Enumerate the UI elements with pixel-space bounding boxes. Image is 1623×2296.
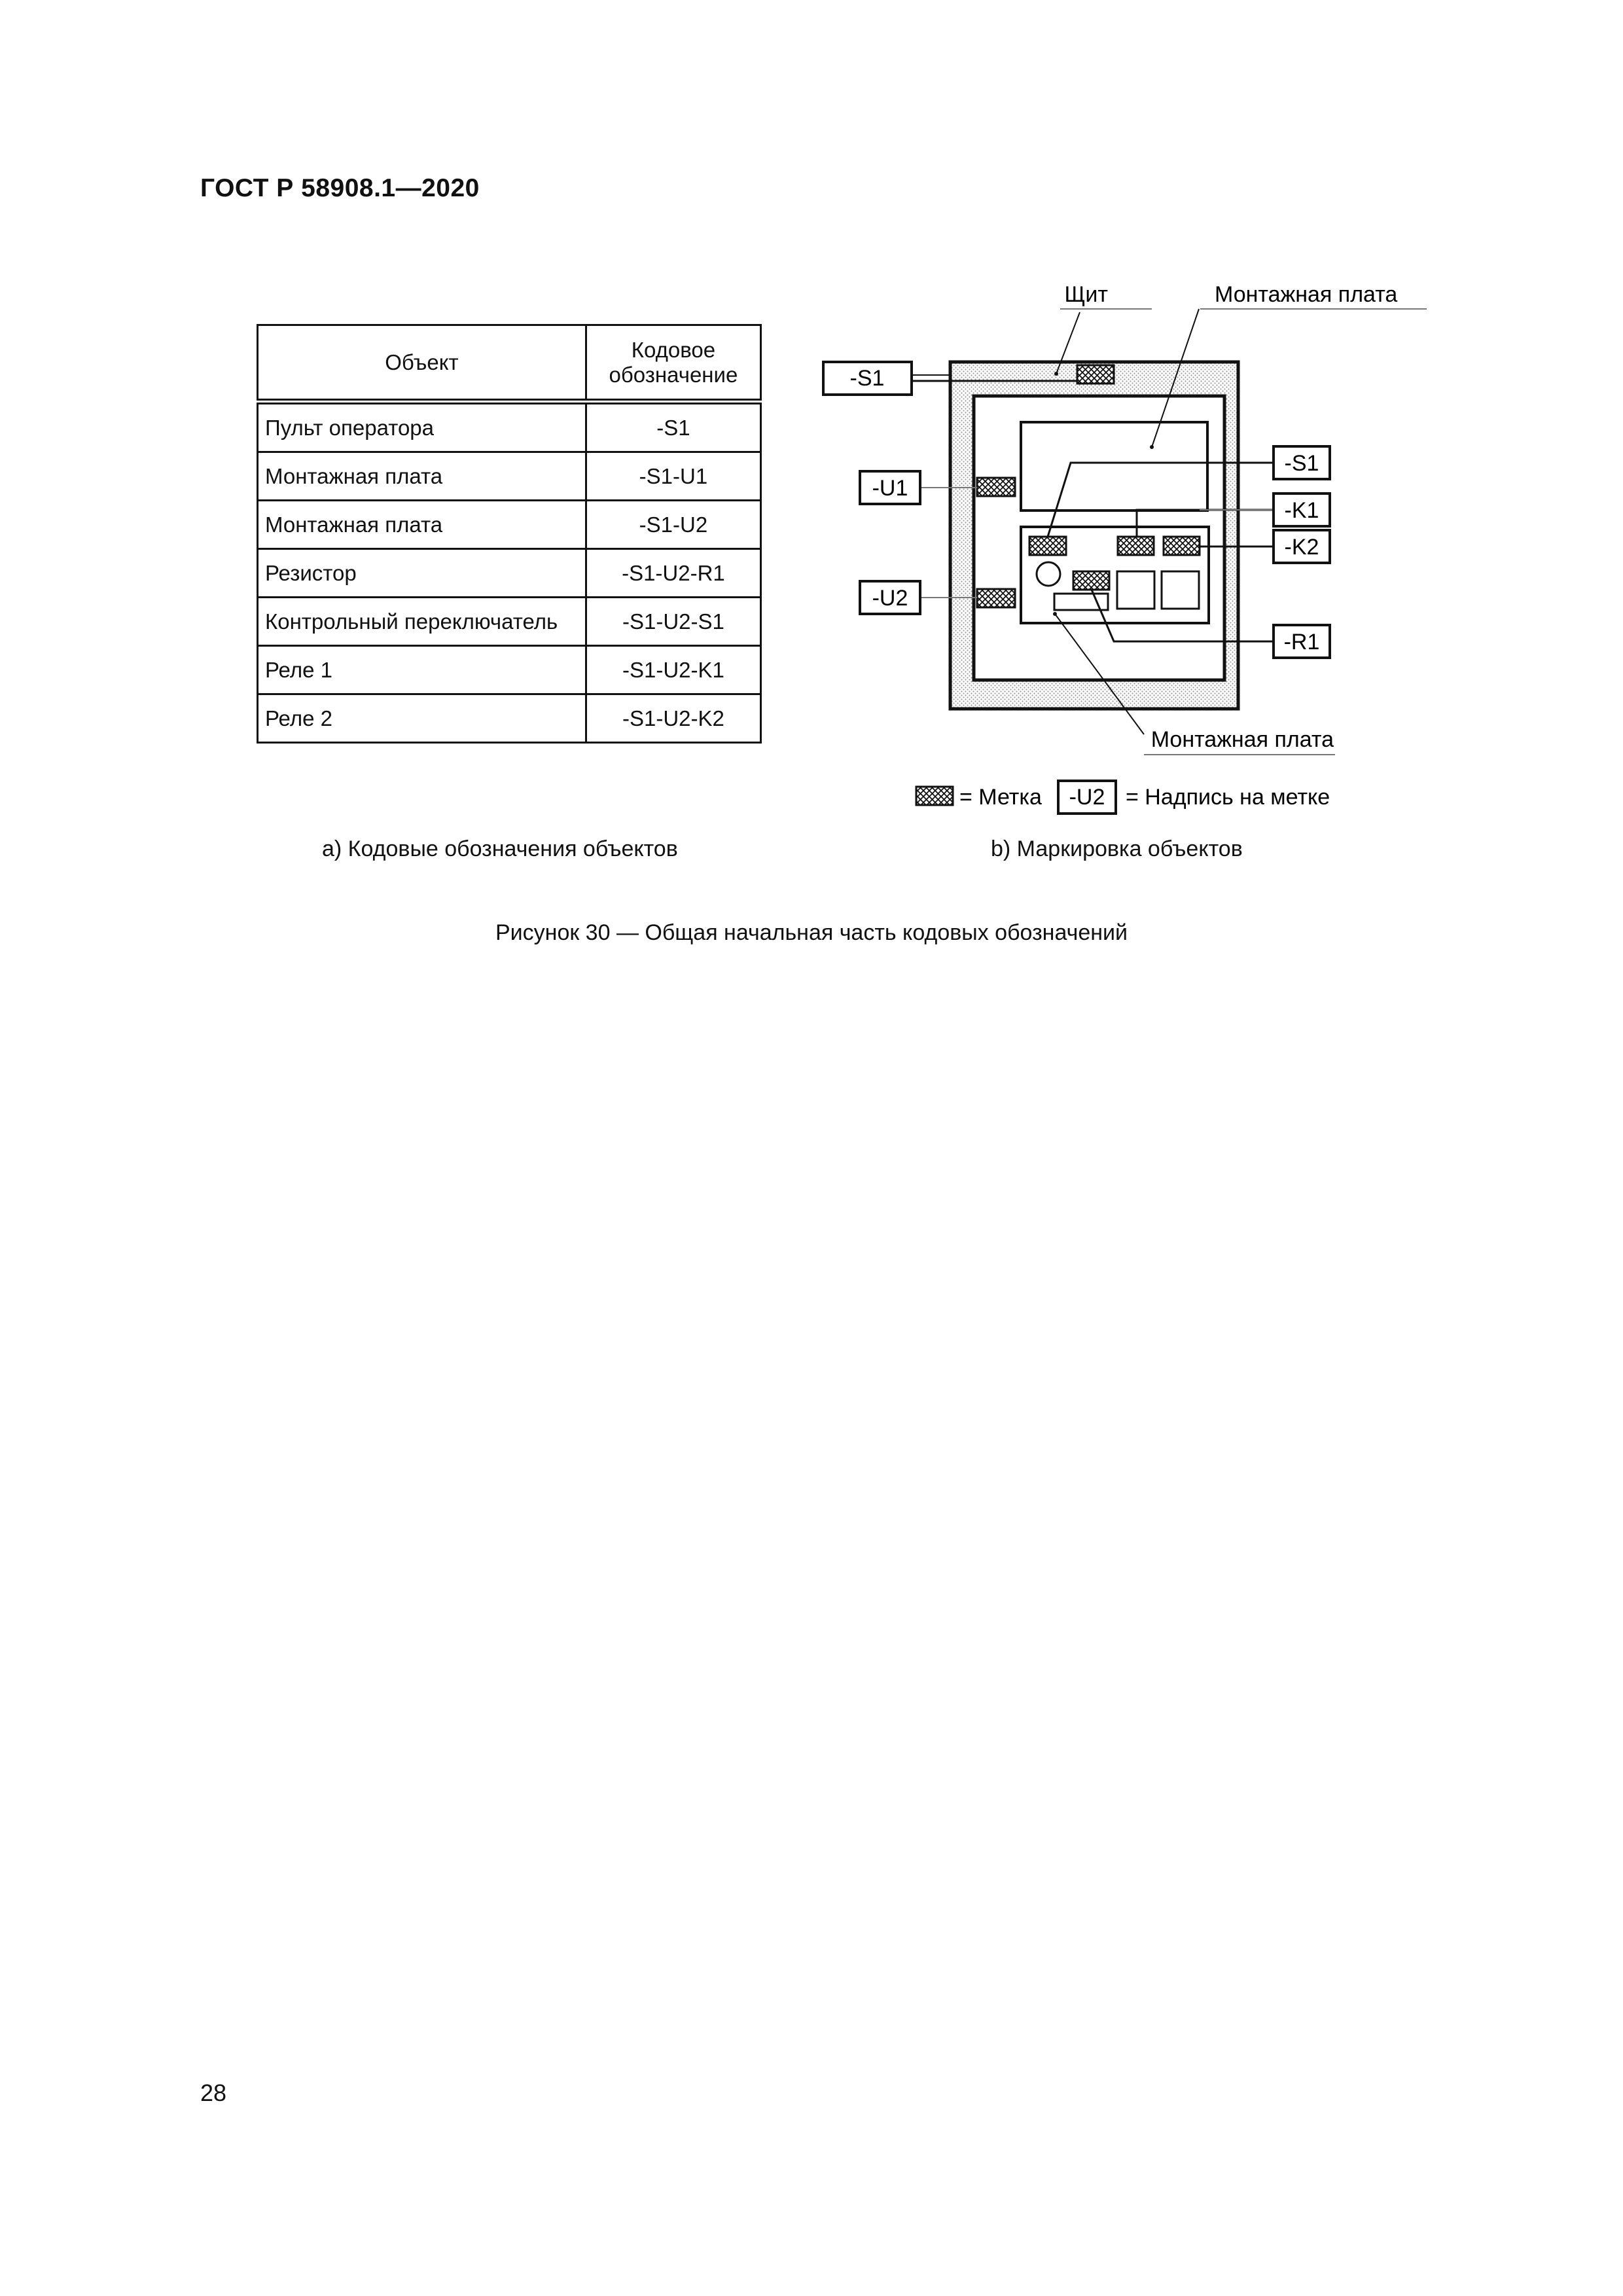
mounting-plate-top-label: Монтажная плата <box>1215 282 1398 307</box>
table-row <box>258 452 761 501</box>
table-row <box>258 501 761 549</box>
cell-object: Контрольный переключатель <box>258 598 586 646</box>
mark-s1 <box>1029 537 1066 555</box>
cell-code: -S1-U2-S1 <box>586 598 760 646</box>
tag-k2: -K2 <box>1284 535 1319 560</box>
tag-s1-left: -S1 <box>849 366 885 391</box>
mounting-plate-bottom-label: Монтажная плата <box>1150 727 1334 752</box>
subcaption-a: а) Кодовые обозначения объектов <box>322 836 678 861</box>
relay-1 <box>1117 571 1154 609</box>
mark-k1 <box>1118 537 1154 555</box>
cell-object: Реле 2 <box>258 694 586 743</box>
header-code-line2: обозначение <box>609 362 738 387</box>
header-code-line1: Кодовое <box>631 337 716 362</box>
table-row <box>258 402 761 452</box>
tag-u2: -U2 <box>872 586 908 611</box>
code-designation-table <box>257 324 762 744</box>
header-code <box>586 325 760 402</box>
cell-object: Монтажная плата <box>258 501 586 549</box>
tag-u1: -U1 <box>872 476 908 501</box>
tag-k1: -K1 <box>1284 498 1319 523</box>
cell-code: -S1-U2-R1 <box>586 549 760 598</box>
header-object: Объект <box>258 325 586 402</box>
cell-code: -S1-U2-K1 <box>586 646 760 694</box>
control-switch <box>1037 562 1060 586</box>
legend-tag-example: -U2 <box>1069 785 1105 810</box>
cell-code: -S1-U1 <box>586 452 760 501</box>
subcaption-b: b) Маркировка объектов <box>991 836 1243 861</box>
cell-code: -S1 <box>586 402 760 452</box>
legend-mark-text: = Метка <box>959 785 1042 810</box>
mark-r1 <box>1073 571 1109 590</box>
table-row <box>258 549 761 598</box>
display-panel <box>1021 422 1207 511</box>
table-row <box>258 598 761 646</box>
page-number: 28 <box>200 2079 227 2106</box>
table-row <box>258 646 761 694</box>
legend-tag-text: = Надпись на метке <box>1126 785 1330 810</box>
mark-k2 <box>1164 537 1200 555</box>
cell-object: Резистор <box>258 549 586 598</box>
cell-object: Монтажная плата <box>258 452 586 501</box>
mark-u2 <box>977 589 1015 607</box>
cell-code: -S1-U2-K2 <box>586 694 760 743</box>
cell-object: Реле 1 <box>258 646 586 694</box>
cell-object: Пульт оператора <box>258 402 586 452</box>
shield-label: Щит <box>1064 282 1108 307</box>
table-row <box>258 694 761 743</box>
tag-r1: -R1 <box>1283 630 1320 655</box>
document-header: ГОСТ Р 58908.1—2020 <box>200 174 480 202</box>
mark-shield <box>1077 365 1114 384</box>
table-header-row <box>258 325 761 402</box>
code-table-container <box>257 324 762 744</box>
legend-mark-swatch <box>916 787 953 805</box>
relay-2 <box>1162 571 1199 609</box>
tag-s1-right: -S1 <box>1284 451 1319 476</box>
mark-u1 <box>977 478 1015 496</box>
figure-caption: Рисунок 30 — Общая начальная часть кодовых обозначений <box>495 920 1128 945</box>
marking-diagram <box>812 278 1466 900</box>
cell-code: -S1-U2 <box>586 501 760 549</box>
